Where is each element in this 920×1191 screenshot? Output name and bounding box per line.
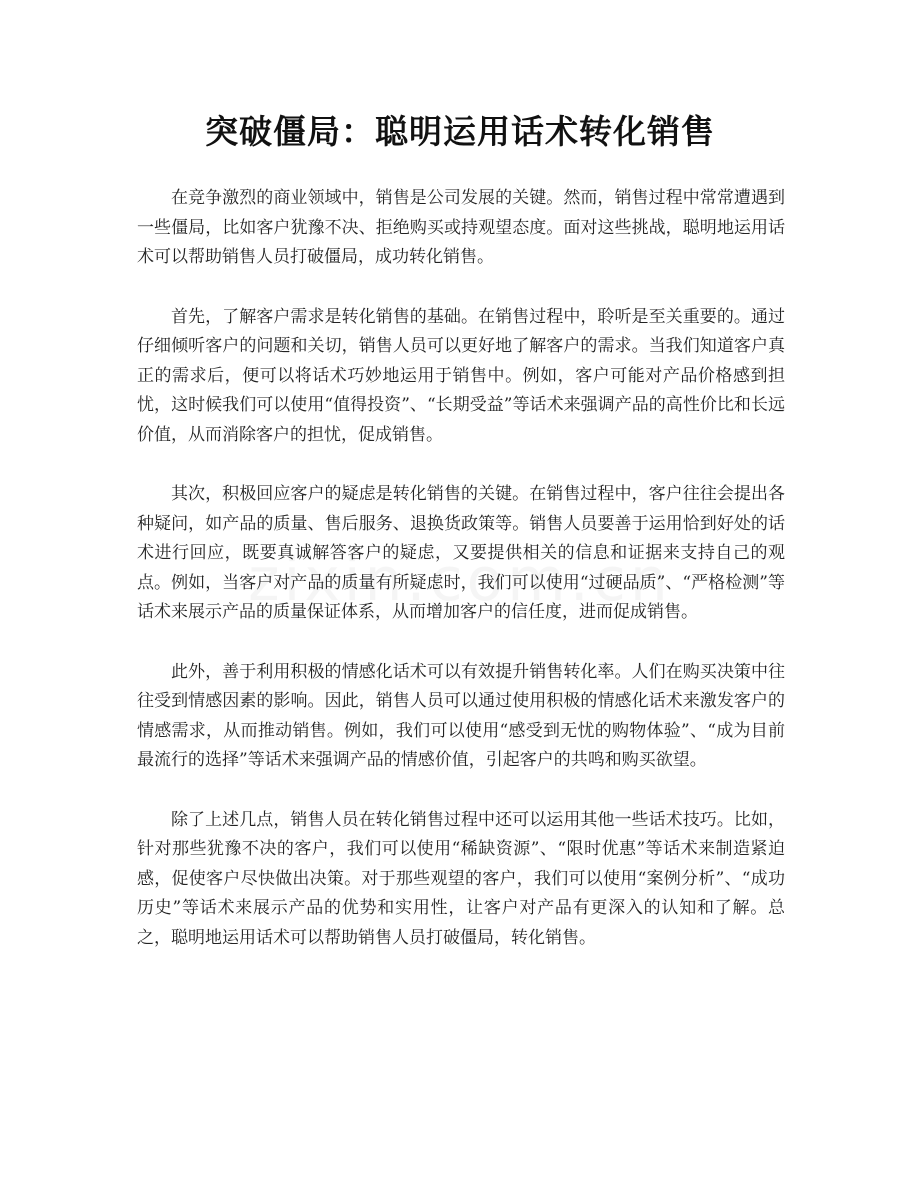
paragraph-2: 首先，了解客户需求是转化销售的基础。在销售过程中，聆听是至关重要的。通过仔细倾听客户的问题和关切，销售人员可以更好地了解客户的需求。当我们知道客户真正的需求后，便可以将话术巧妙地运用于销售中。例如，客户可能对产品价格感到担忧，这时候我们可以使用“值得投资”、“长期受益”等话术来强调产品的高性价比和长远价值，从而消除客户的担忧，促成销售。 xyxy=(137,306,785,445)
paragraph-1: 在竞争激烈的商业领域中，销售是公司发展的关键。然而，销售过程中常常遭遇到一些僵局，比如客户犹豫不决、拒绝购买或持观望态度。面对这些挑战，聪明地运用话术可以帮助销售人员打破僵局，成功转化销售。 xyxy=(137,188,785,267)
paragraph-5: 除了上述几点，销售人员在转化销售过程中还可以运用其他一些话术技巧。比如，针对那些犹豫不决的客户，我们可以使用“稀缺资源”、“限时优惠”等话术来制造紧迫感，促使客户尽快做出决策。对于那些观望的客户，我们可以使用“案例分析”、“成功历史”等话术来展示产品的优势和实用性，让客户对产品有更深入的认知和了解。总之，聪明地运用话术可以帮助销售人员打破僵局，转化销售。 xyxy=(137,809,785,948)
document-body xyxy=(137,184,785,983)
paragraph-3: 其次，积极回应客户的疑虑是转化销售的关键。在销售过程中，客户往往会提出各种疑问，如产品的质量、售后服务、退换货政策等。销售人员要善于运用恰到好处的话术进行回应，既要真诚解答客户的疑虑，又要提供相关的信息和证据来支持自己的观点。例如，当客户对产品的质量有所疑虑时，我们可以使用“过硬品质”、“严格检测”等话术来展示产品的质量保证体系，从而增加客户的信任度，进而促成销售。 xyxy=(137,484,785,622)
page-title: 突破僵局：聪明运用话术转化销售 xyxy=(205,112,715,151)
paragraph-4: 此外，善于利用积极的情感化话术可以有效提升销售转化率。人们在购买决策中往往受到情感因素的影响。因此，销售人员可以通过使用积极的情感化话术来激发客户的情感需求，从而推动销售。例如，我们可以使用“感受到无忧的购物体验”、“成为目前最流行的选择”等话术来强调产品的情感价值，引起客户的共鸣和购买欲望。 xyxy=(137,661,785,770)
